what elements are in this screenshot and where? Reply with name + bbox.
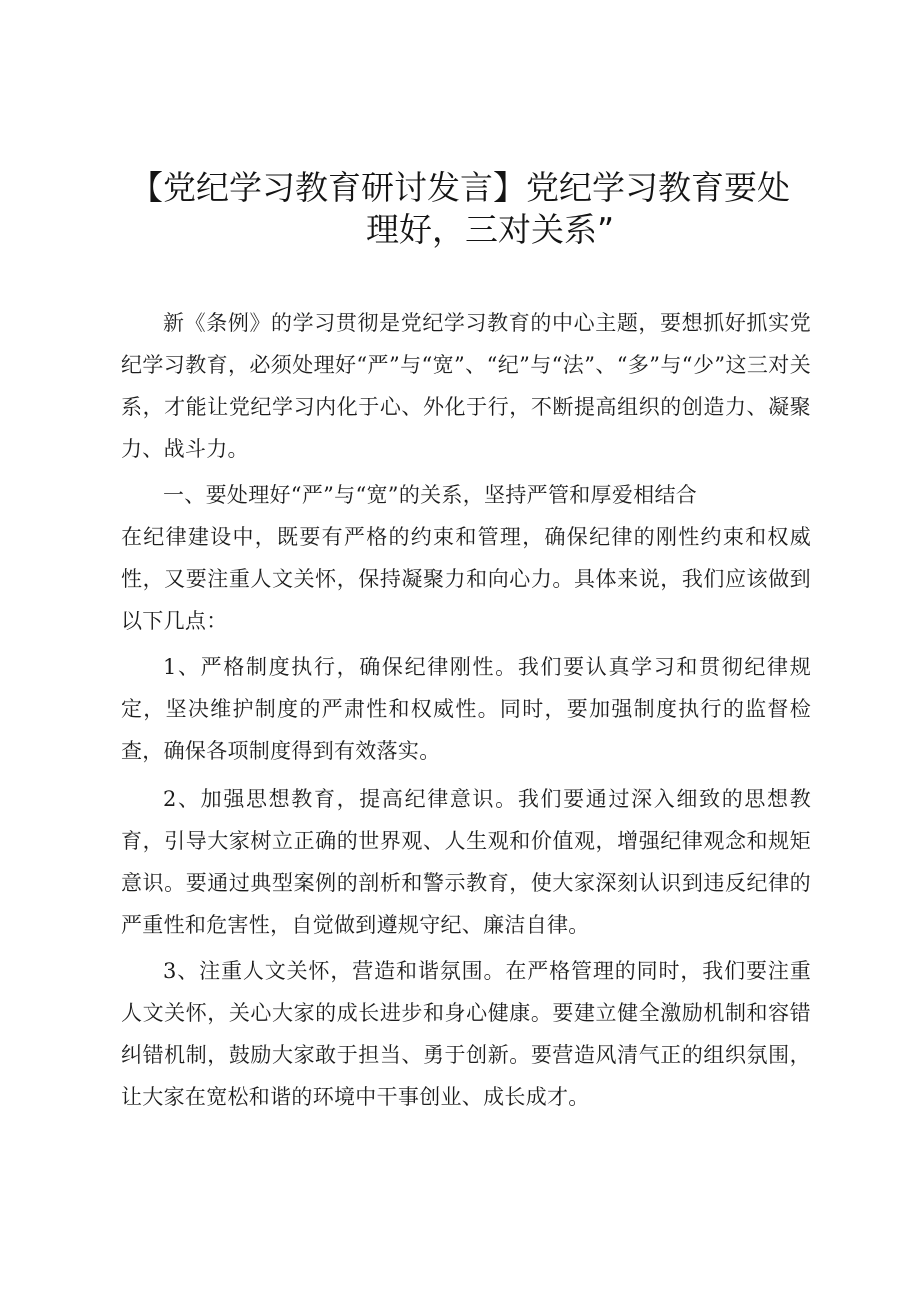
point-1-paragraph: 1、严格制度执行，确保纪律刚性。我们要认真学习和贯彻纪律规定，坚决维护制度的严肃性和权威性。同时，要加强制度执行的监督检查，确保各项制度得到有效落实。 (121, 655, 811, 763)
section-heading-1: 一、要处理好“严”与“宽”的关系，坚持严管和厚爱相结合 (163, 483, 698, 507)
document-title-line-2: 理好，三对关系” (365, 210, 615, 249)
document-title-line-1: 【党纪学习教育研讨发言】党纪学习教育要处 (130, 168, 790, 207)
intro-paragraph: 新《条例》的学习贯彻是党纪学习教育的中心主题，要想抓好抓实党纪学习教育，必须处理好“严”与“宽”、“纪”与“法”、“多”与“少”这三对关系，才能让党纪学习内化于心、外化于行，不断提高组织的创造力、凝聚力、战斗力。 (121, 311, 811, 461)
point-3-paragraph: 3、注重人文关怀，营造和谐氛围。在严格管理的同时，我们要注重人文关怀，关心大家的成长进步和身心健康。要建立健全激励机制和容错纠错机制，鼓励大家敢于担当、勇于创新。要营造风清气正的组织氛围，让大家在宽松和谐的环境中干事创业、成长成才。 (121, 959, 811, 1109)
point-2-paragraph: 2、加强思想教育，提高纪律意识。我们要通过深入细致的思想教育，引导大家树立正确的世界观、人生观和价值观，增强纪律观念和规矩意识。要通过典型案例的剖析和警示教育，使大家深刻认识到违反纪律的严重性和危害性，自觉做到遵规守纪、廉洁自律。 (121, 787, 811, 937)
section-1-body: 在纪律建设中，既要有严格的约束和管理，确保纪律的刚性约束和权威性，又要注重人文关怀，保持凝聚力和向心力。具体来说，我们应该做到以下几点： (121, 525, 811, 633)
